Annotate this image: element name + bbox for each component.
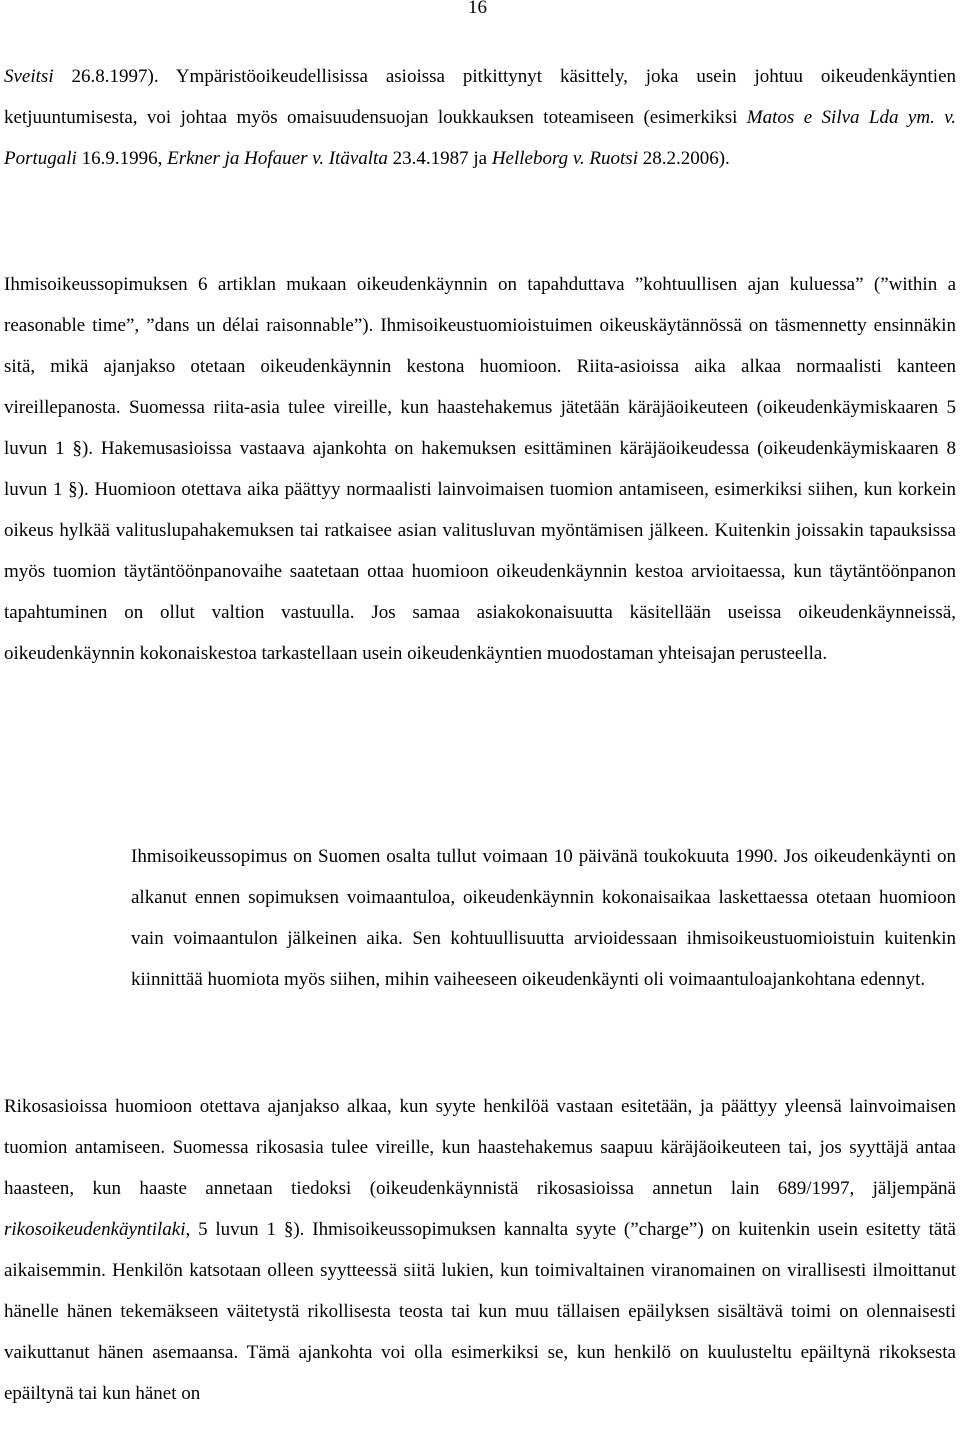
law-short-name: rikosoikeudenkäyntilaki [4,1219,186,1240]
case-name: Matos e Silva Lda ym. v. Portugali [4,107,957,169]
paragraph-2 [4,264,956,674]
text-segment: Ihmisoikeussopimus on Suomen osalta tullut voimaan 10 päivänä toukokuuta 1990. Jos oikeudenkäynti on alkanut ennen sopimuksen voimaantuloa, oikeudenkäynnin kokonaisaikaa laskettaessa otetaan huomioon vain voimaantulon jälkeinen aika. Sen kohtuullisuutta arvioidessaan ihmisoikeustuomioistuin kuitenkin kiinnittää huomiota myös siihen, mihin vaiheeseen oikeudenkäynti oli voimaantuloajankohtana edennyt. [131,846,956,990]
text-segment: , 5 luvun 1 §). Ihmisoikeussopimuksen kannalta syyte (”charge”) on kuitenkin usein esitetty tätä aikaisemmin. Henkilön katsotaan olleen syytteessä siitä lukien, kun toimivaltainen viranomainen on virallisesti ilmoittanut hänelle hänen tekemäkseen väitetystä rikollisesta teosta tai kun muu tällaisen epäilyksen sisältävä toimi on olennaisesti vaikuttanut hänen asemaansa. Tämä ajankohta voi olla esimerkiksi se, kun henkilö on kuulusteltu epäiltynä rikoksesta epäiltynä tai kun hänet on [4,1219,956,1404]
text-segment: Sveitsi [4,66,54,87]
text-segment: 23.4.1987 ja [387,148,492,169]
page-number: 16 [468,0,487,18]
text-segment: Rikosasioissa huomioon otettava ajanjakso alkaa, kun syyte henkilöä vastaan esitetään, ja päättyy yleensä lainvoimaisen tuomion antamiseen. Suomessa rikosasia tulee vireille, kun haastehakemus saapuu käräjäoikeuteen tai, jos syyttäjä antaa haasteen, kun haaste annetaan tiedoksi (oikeudenkäynnistä rikosasioissa annetun lain 689/1997, jäljempänä [4,1096,956,1199]
text-segment: 28.2.2006). [637,148,730,169]
paragraph-1 [4,56,956,179]
paragraph-3-indented [131,836,956,1000]
case-name: Helleborg v. Ruotsi [491,148,638,169]
text-segment: Ihmisoikeussopimuksen 6 artiklan mukaan oikeudenkäynnin on tapahduttava ”kohtuullisen ajan kuluessa” (”within a reasonable time”, ”dans un délai raisonnable”). Ihmisoikeustuomioistuimen oikeuskäytännössä on täsmennetty ensinnäkin sitä, mikä ajanjakso otetaan oikeudenkäynnin kestona huomioon. Riita-asioissa aika alkaa normaalisti kanteen vireillepanosta. Suomessa riita-asia tulee vireille, kun haastehakemus jätetään käräjäoikeuteen (oikeudenkäymiskaaren 5 luvun 1 §). Hakemusasioissa vastaava ajankohta on hakemuksen esittäminen käräjäoikeudessa (oikeudenkäymiskaaren 8 luvun 1 §). Huomioon otettava aika päättyy normaalisti lainvoimaisen tuomion antamiseen, esimerkiksi siihen, kun korkein oikeus hylkää valituslupahakemuksen tai ratkaisee asian valitusluvan myöntämisen jälkeen. Kuitenkin joissakin tapauksissa myös tuomion täytäntöönpanovaihe saatetaan ottaa huomioon oikeudenkäynnin kestoa arvioitaessa, kun täytäntöönpanon tapahtuminen on ollut valtion vastuulla. Jos samaa asiakokonaisuutta käsitellään useissa oikeudenkäynneissä, oikeudenkäynnin kokonaiskestoa tarkastellaan usein oikeudenkäyntien muodostaman yhteisajan perusteella. [4,274,956,664]
text-segment: 26.8.1997). Ympäristöoikeudellisissa asioissa pitkittynyt käsittely, joka usein johtuu oikeudenkäyntien ketjuuntumisesta, voi johtaa myös omaisuudensuojan loukkauksen toteamiseen (esimerkiksi [4,66,956,128]
paragraph-4 [4,1086,956,1414]
text-segment: 16.9.1996, [76,148,168,169]
case-name: Erkner ja Hofauer v. Itävalta [167,148,388,169]
